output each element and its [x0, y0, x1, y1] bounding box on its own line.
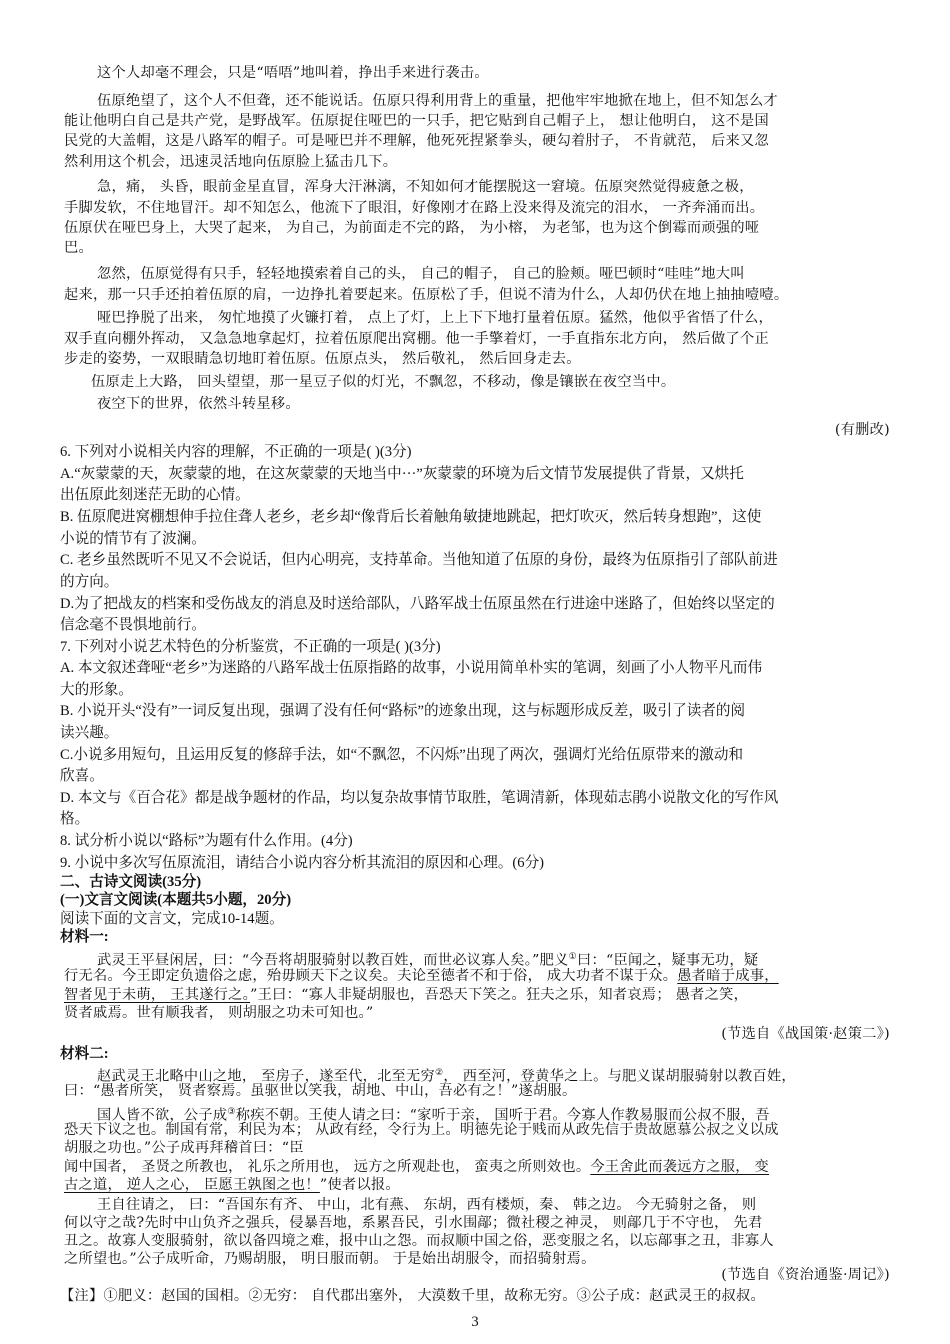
material-2-label: 材料二:: [60, 1045, 109, 1062]
material-2-line: 胡服之功也。”公子成再拜稽首曰：“臣: [64, 1139, 304, 1156]
question-6-option-c: C. 老乡虽然既听不见又不会说话，但内心明亮，支持革命。当他知道了伍原的身份，最终为伍原指引了部队前进: [60, 552, 778, 568]
passage-line: 哑巴挣脱了出来， 匆忙地摸了火镰打着， 点上了灯，上上下下地打量着伍原。猛然，他似乎省悟了什么，: [97, 310, 774, 326]
material-2-source: (节选自《资治通鉴·周记》): [721, 1267, 890, 1283]
material-2-line: 恐天下议之也。制国有常，利民为本； 从政有经，令行为上。明德先论于贱而从政先信于贵故愿慕公叔之义以成: [64, 1121, 779, 1138]
passage-line: 伍原走上大路， 回头望望，那一星豆子似的灯光，不飘忽，不移动，像是镶嵌在夜空当中。: [91, 374, 676, 390]
material-2-line: 古之道， 逆人之心， 臣愿王孰图之也！”使者以报。: [64, 1177, 400, 1194]
passage-line: 双手直向棚外挥动， 又急急地拿起灯，拉着伍原爬出窝棚。他一手擎着灯，一手直指东北方向， 然后做了个正: [64, 331, 770, 347]
question-6-option-d-cont: 信念毫不畏惧地前行。: [60, 617, 206, 633]
underlined-sentence: 愚者暗于成事，: [677, 967, 779, 984]
section-heading: 二、古诗文阅读(35分): [60, 873, 202, 890]
question-7-option-d: D. 本文与《百合花》都是战争题材的作品，均以复杂故事情节取胜，笔调清新，体现茹志鹃小说散文化的写作风: [60, 790, 779, 806]
question-7-stem: 7. 下列对小说艺术特色的分析鉴赏，不正确的一项是( )(3分): [60, 639, 441, 655]
question-7-option-d-cont: 格。: [60, 811, 90, 827]
question-6-option-a-cont: 出伍原此刻迷茫无助的心情。: [60, 487, 250, 503]
question-6-option-c-cont: 的方向。: [60, 574, 119, 590]
material-2-line: 丑之。故寡人变服骑射，欲以备四境之难，报中山之怨。而叔顺中国之俗，恶变服之名，以忘鄗事之丑，非寡人: [64, 1233, 774, 1250]
underlined-sentence: 智者见于未萌， 王其遂行之。: [64, 986, 251, 1003]
subsection-heading: (一)文言文阅读(本题共5小题，20分): [60, 891, 292, 908]
material-2-line: 赵武灵王北略中山之地， 至房子，遂至代，北至无穷②， 西至河，登黄华之上。与肥义谋胡服骑射以教百姓，: [97, 1067, 796, 1085]
material-2-line: 闻中国者， 圣贤之所教也， 礼乐之所用也， 远方之所观赴也， 蛮夷之所则效也。今王舍此而袭远方之服， 变: [64, 1159, 769, 1176]
question-6-option-d: D.为了把战友的档案和受伤战友的消息及时送给部队，八路军战士伍原虽然在行进途中迷路了，但始终以坚定的: [60, 596, 775, 612]
passage-line: 民党的大盖帽，这是八路军的帽子。可是哑巴并不理解，他死死捏紧拳头，硬勾着肘子， 不肯就范， 后来又忽: [64, 133, 770, 149]
question-7-option-c: C.小说多用短句，且运用反复的修辞手法，如“不飘忽，不闪烁”出现了两次，强调灯光给伍原带来的激动和: [60, 747, 744, 763]
material-2-line: 王自往请之， 曰：“吾国东有齐、 中山，北有燕、 东胡，西有楼烦，秦、 韩之边。 今无骑射之备， 则: [97, 1197, 757, 1214]
material-1-line: 贤者戚焉。世有顺我者， 则胡服之功未可知也。”: [64, 1005, 374, 1022]
material-2-line: 曰：“愚者所笑， 贤者察焉。虽驱世以笑我，胡地、中山，吾必有之！”遂胡服。: [64, 1082, 577, 1099]
material-1-line: 智者见于未萌， 王其遂行之。”王曰：“寡人非疑胡服也，吾恐天下笑之。狂夫之乐，知者哀焉； 愚者之笑，: [64, 986, 749, 1003]
question-6-stem: 6. 下列对小说相关内容的理解，不正确的一项是( )(3分): [60, 444, 412, 460]
question-7-option-a-cont: 大的形象。: [60, 682, 133, 698]
annotation-note: 【注】①肥义：赵国的国相。②无穷： 自代郡出塞外， 大漠数千里，故称无穷。③公子成：赵武灵王的叔叔。: [60, 1288, 766, 1304]
source-note: (有删改): [834, 422, 890, 438]
passage-line: 夜空下的世界，依然斗转星移。: [97, 396, 300, 412]
passage-line: 巴。: [64, 240, 93, 256]
material-2-line: 之所望也。”公子成听命，乃赐胡服， 明日服而朝。 于是始出胡服令，而招骑射焉。: [64, 1250, 596, 1267]
question-6-option-b: B. 伍原爬进窝棚想伸手拉住聋人老乡，老乡却“像背后长着触角敏捷地跳起，把灯吹灭，然后转身想跑”，这使: [60, 509, 762, 525]
material-1-line: 行无名。今王即定负遗俗之虑，殆毋顾天下之议矣。夫论至德者不和于俗， 成大功者不谋于众。愚者暗于成事，: [64, 967, 779, 984]
material-1-line: 武灵王平昼闲居，曰：“今吾将胡服骑射以教百姓，而世必议寡人矣。”肥义①曰：“臣闻之，疑事无功，疑: [97, 951, 759, 969]
question-7-option-a: A. 本文叙述聋哑“老乡”为迷路的八路军战士伍原指路的故事，小说用简单朴实的笔调，刻画了小人物平凡而伟: [60, 660, 763, 676]
question-7-option-c-cont: 欣喜。: [60, 768, 104, 784]
material-2-line: 国人皆不欲，公子成③称疾不朝。王使人请之曰：“家听于亲， 国听于君。今寡人作教易服而公叔不服，吾: [97, 1106, 770, 1124]
underlined-sentence: 古之道， 逆人之心， 臣愿王孰图之也！: [64, 1177, 320, 1194]
footnote-marker: ①: [568, 951, 577, 962]
passage-line: 忽然，伍原觉得有只手，轻轻地摸索着自己的头， 自己的帽子， 自己的脸颊。哑巴顿时“哇哇”地大叫: [97, 266, 745, 282]
passage-line: 这个人却毫不理会，只是“唔唔”地叫着，挣出手来进行袭击。: [97, 65, 489, 81]
passage-line: 手脚发软，不住地冒汗。却不知怎么，他流下了眼泪，好像刚才在路上没来得及流完的泪水， 一齐奔涌而出。: [64, 200, 765, 216]
question-8: 8. 试分析小说以“路标”为题有什么作用。(4分): [60, 833, 353, 849]
footnote-marker: ③: [227, 1106, 236, 1117]
underlined-sentence: 今王舍此而袭远方之服， 变: [590, 1159, 769, 1176]
question-7-option-b-cont: 读兴趣。: [60, 725, 119, 741]
footnote-marker: ②: [435, 1067, 444, 1078]
question-6-option-b-cont: 小说的情节有了波澜。: [60, 531, 206, 547]
passage-line: 然利用这个机会，迅速灵活地向伍原脸上猛击几下。: [64, 154, 398, 170]
material-2-line: 何以守之哉?先时中山负齐之强兵，侵暴吾地，系累吾民，引水围鄗；微社稷之神灵， 则鄗几于不守也， 先君: [64, 1215, 763, 1232]
material-1-label: 材料一:: [60, 928, 109, 945]
material-1-source: (节选自《战国策·赵策二》): [721, 1026, 890, 1043]
passage-line: 能让他明白自己是共产党，是野战军。伍原捉住哑巴的一只手，把它贴到自己帽子上， 想让他明白， 这不是国: [64, 113, 770, 129]
page-number: 3: [471, 1314, 479, 1330]
question-6-option-a: A.“灰蒙蒙的天，灰蒙蒙的地，在这灰蒙蒙的天地当中···”灰蒙蒙的环境为后文情节发展提供了背景，又烘托: [60, 466, 744, 482]
question-7-option-b: B. 小说开头“没有”一词反复出现，强调了没有任何“路标”的迹象出现，这与标题形成反差，吸引了读者的阅: [60, 703, 746, 719]
instruction: 阅读下面的文言文，完成10-14题。: [60, 910, 284, 927]
passage-line: 伍原伏在哑巴身上，大哭了起来， 为自己，为前面走不完的路， 为小榕， 为老邹，也为这个倒霉而顽强的哑: [64, 220, 760, 236]
question-9: 9. 小说中多次写伍原流泪，请结合小说内容分析其流泪的原因和心理。(6分): [60, 855, 545, 871]
passage-line: 步走的姿势，一双眼睛急切地盯着伍原。伍原点头， 然后敬礼， 然后回身走去。: [64, 351, 581, 367]
passage-line: 起来，那一只手还拍着伍原的肩，一边挣扎着要起来。伍原松了手，但说不清为什么，人却仍伏在地上抽抽噎噎。: [64, 287, 789, 303]
passage-line: 急，痛， 头昏，眼前金星直冒，浑身大汗淋漓，不知如何才能摆脱这一窘境。伍原突然觉得疲惫之极，: [97, 179, 754, 195]
passage-line: 伍原绝望了，这个人不但聋，还不能说话。伍原只得利用背上的重量，把他牢牢地掀在地上，但不知怎么才: [97, 93, 778, 109]
